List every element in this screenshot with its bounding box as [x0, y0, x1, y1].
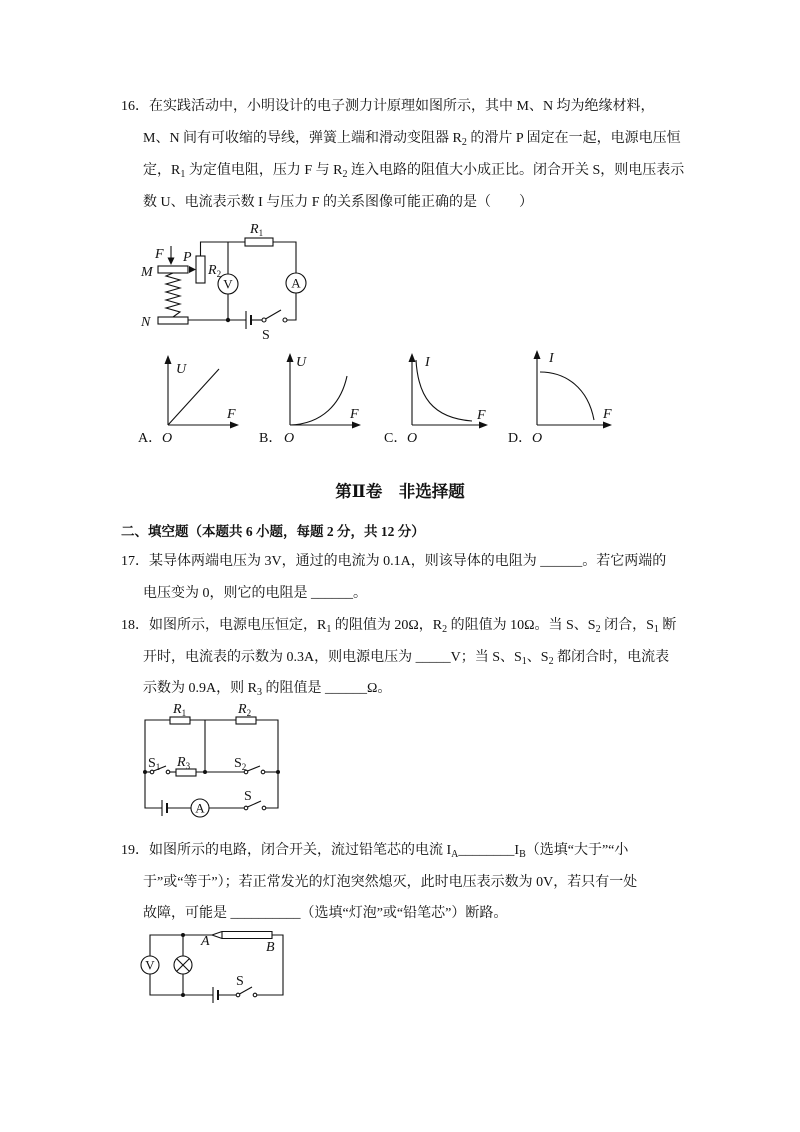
plate-n-label: N	[141, 315, 151, 330]
text-run: 18．如图所示，电源电压恒定，R	[121, 618, 327, 633]
switch-label: S	[236, 974, 244, 989]
force-label: F	[155, 247, 164, 262]
resistor-r1	[245, 238, 273, 246]
text-run: 定，R	[143, 163, 181, 178]
r1-label: $R_1$	[173, 702, 187, 718]
axis-arrow-icon	[165, 355, 172, 364]
plate-n	[158, 317, 188, 324]
option-letter: A．	[138, 431, 163, 446]
option-b-graph	[259, 353, 361, 446]
ammeter	[191, 799, 209, 817]
y-axis-label: I	[549, 351, 554, 366]
subscript: B	[519, 849, 526, 860]
q18-circuit-diagram	[143, 702, 280, 817]
q16-circuit-diagram	[140, 222, 306, 343]
battery-icon	[213, 987, 218, 1003]
q19-circuit-diagram	[141, 932, 283, 1004]
text-run: 断	[658, 618, 677, 633]
battery-icon	[162, 800, 167, 816]
resistor-r1	[170, 717, 190, 724]
text-run: 于”或“等于”）；若正常发光的灯泡突然熄灭，此时电压表示数为 0V，若只有一处	[143, 874, 638, 890]
y-axis-label: I	[425, 355, 430, 370]
r2-label: $R_2$	[208, 263, 222, 279]
x-axis-label: F	[350, 407, 359, 422]
text-run: 16．在实践活动中，小明设计的电子测力计原理如图所示，其中 M、N 均为绝缘材料，	[121, 99, 655, 114]
section-title: 第Ⅱ卷 非选择题	[335, 482, 465, 501]
subscript: 1	[653, 624, 659, 635]
voltmeter	[218, 274, 238, 294]
subscript: 2	[548, 655, 554, 667]
wires	[143, 720, 280, 808]
text-run: （选填“大于”“小	[525, 843, 629, 858]
subscript: 1	[326, 624, 332, 635]
option-letter: C．	[384, 431, 408, 446]
x-axis-label: F	[227, 407, 236, 422]
option-a-graph	[138, 355, 239, 446]
ammeter-label: A	[195, 800, 205, 816]
slider-arrow-icon	[189, 266, 196, 273]
battery-icon	[246, 311, 251, 329]
text-run: 为定值电阻，压力 F 与 R	[185, 163, 343, 178]
subscript: 3	[256, 687, 262, 698]
plate-m-label: M	[141, 265, 153, 280]
part-heading: 二、填空题（本题共 6 小题，每题 2 分，共 12 分）	[121, 524, 425, 539]
x-axis-label: F	[477, 408, 486, 423]
axis-arrow-icon	[534, 350, 541, 359]
end-a-label: A	[201, 934, 210, 949]
text-run: 示数为 0.9A，则 R	[143, 681, 257, 696]
subscript: 1	[521, 655, 527, 667]
resistor-r2	[236, 717, 256, 724]
ammeter	[286, 273, 306, 293]
switch-s2-icon	[244, 766, 265, 774]
subscript: 2	[461, 137, 467, 148]
y-axis-label: U	[296, 355, 307, 370]
origin-label: O	[532, 431, 543, 446]
text-run: 数 U、电流表示数 I 与压力 F 的关系图像可能正确的是（ ）	[143, 195, 534, 210]
subscript: 2	[342, 169, 348, 180]
s1-label: $S_1$	[148, 756, 161, 772]
wires	[150, 933, 283, 997]
r2-label: $R_2$	[238, 702, 252, 718]
text-run: 的阻值为 10Ω。当 S、S	[447, 618, 596, 633]
axis-arrow-icon	[230, 422, 239, 429]
voltmeter-label: V	[223, 276, 233, 292]
option-d-curve	[540, 372, 594, 420]
option-letter: D．	[508, 431, 533, 446]
text-run: M、N 间有可收缩的导线，弹簧上端和滑动变阻器 R	[143, 131, 462, 146]
option-a-curve	[168, 369, 219, 425]
origin-label: O	[284, 431, 295, 446]
text-run: 19．如图所示的电路，闭合开关，流过铅笔芯的电流 I	[121, 843, 452, 858]
subscript: 2	[442, 624, 448, 635]
subscript: 2	[595, 624, 601, 635]
origin-label: O	[162, 431, 173, 446]
plate-m	[158, 266, 188, 273]
option-d-graph	[508, 350, 612, 446]
option-c-graph	[384, 353, 488, 446]
lamp-icon	[174, 956, 192, 974]
axis-arrow-icon	[287, 353, 294, 362]
slider-label: P	[183, 250, 192, 265]
voltmeter-label: V	[145, 957, 155, 973]
text-run: 连入电路的阻值大小成正比。闭合开关 S，则电压表示	[347, 163, 685, 178]
text-run: ________I	[458, 843, 520, 858]
text-run: 的滑片 P 固定在一起，电源电压恒	[466, 131, 681, 146]
text-run: 17．某导体两端电压为 3V，通过的电流为 0.1A，则该导体的电阻为 ______。若它两端的	[121, 554, 667, 569]
switch-label: S	[244, 789, 252, 804]
text-run: 的阻值为 20Ω，R	[331, 618, 443, 633]
force-arrow-icon	[168, 246, 175, 265]
resistor-r2	[196, 256, 205, 283]
voltmeter	[141, 956, 159, 974]
option-b-curve	[290, 376, 347, 425]
switch-label: S	[262, 328, 270, 343]
text-run: 、S	[526, 649, 549, 665]
text-run: 都闭合时，电流表	[553, 649, 670, 665]
text-run: 电压变为 0，则它的电阻是 ______。	[143, 585, 367, 601]
spring-icon	[166, 273, 180, 317]
end-b-label: B	[266, 940, 275, 955]
origin-label: O	[407, 431, 418, 446]
subscript: A	[451, 849, 459, 860]
option-letter: B．	[259, 431, 283, 446]
text-run: 故障，可能是 __________（选填“灯泡”或“铅笔芯”）断路。	[143, 906, 508, 921]
switch-icon	[262, 310, 287, 322]
s2-label: $S_2$	[234, 756, 247, 772]
r1-label: $R_1$	[250, 222, 264, 238]
axis-arrow-icon	[409, 353, 416, 362]
ammeter-label: A	[291, 275, 301, 291]
y-axis-label: U	[176, 362, 187, 377]
x-axis-label: F	[603, 407, 612, 422]
subscript: 1	[180, 169, 186, 180]
text-run: 闭合，S	[600, 618, 654, 633]
r3-label: $R_3$	[177, 755, 191, 771]
pencil-lead	[212, 932, 272, 939]
axis-arrow-icon	[603, 422, 612, 429]
text-run: 的阻值是 ______Ω。	[261, 681, 392, 696]
axis-arrow-icon	[352, 422, 361, 429]
text-run: 开时，电流表的示数为 0.3A，则电源电压为 _____V；当 S、S	[143, 649, 522, 665]
